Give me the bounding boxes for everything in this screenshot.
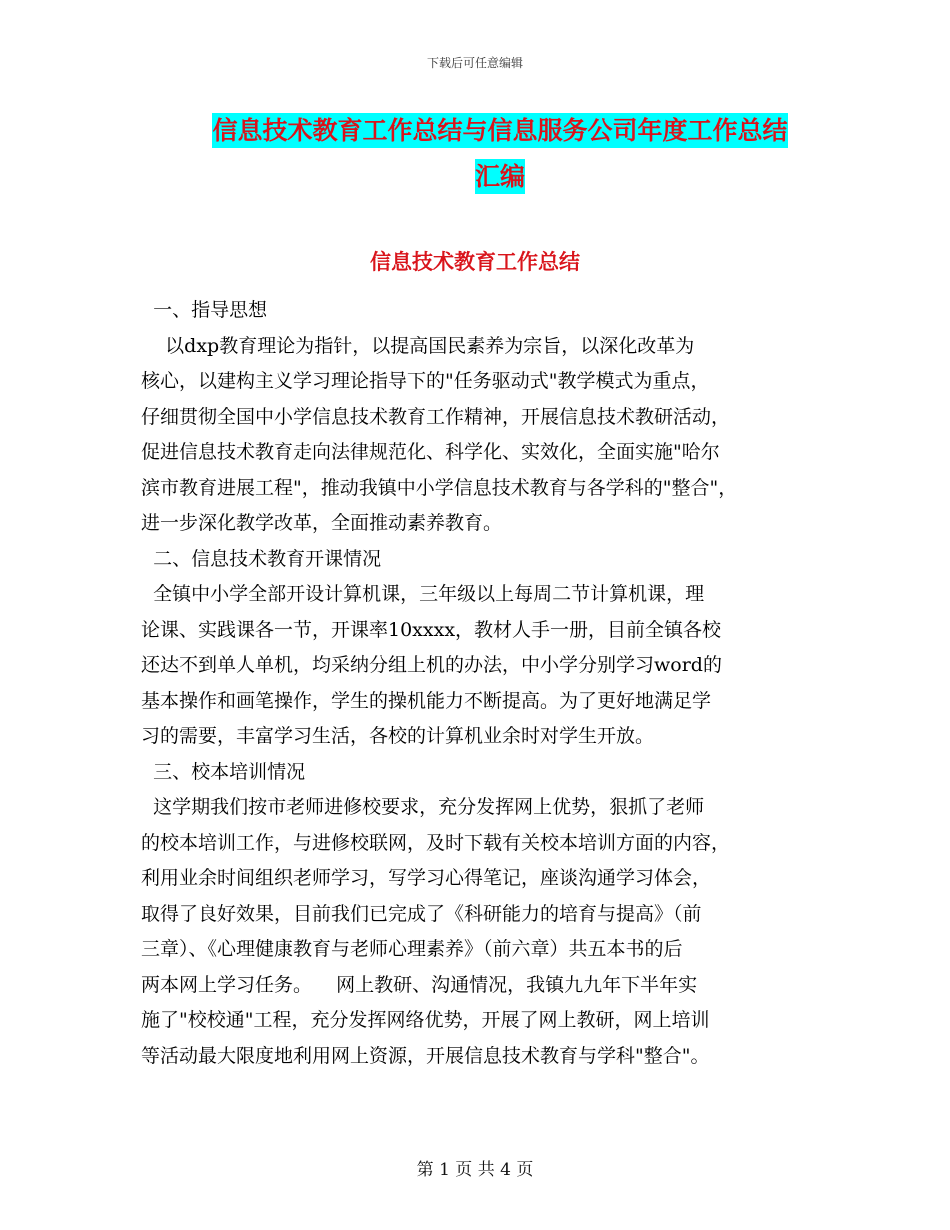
text-line: 以dxp教育理论为指针，以提高国民素养为宗旨，以深化改革为 xyxy=(141,334,695,357)
text-line: 全镇中小学全部开设计算机课，三年级以上每周二节计算机课，理 xyxy=(141,583,705,605)
text-line: 进一步深化教学改革，全面推动素养教育。 xyxy=(141,512,503,534)
section-title: 信息技术教育工作总结 xyxy=(370,250,580,274)
text-line: 滨市教育进展工程"，推动我镇中小学信息技术教育与各学科的"整合"， xyxy=(141,476,738,499)
page-header: 下载后可任意编辑 xyxy=(426,56,523,70)
text-line: 这学期我们按市老师进修校要求，充分发挥网上优势，狠抓了老师 xyxy=(141,796,705,818)
document-title xyxy=(140,108,860,200)
text-line: 三、校本培训情况 xyxy=(141,760,306,783)
text-line: 仔细贯彻全国中小学信息技术教育工作精神，开展信息技术教研活动， xyxy=(141,405,731,428)
text-line: 基本操作和画笔操作，学生的操机能力不断提高。为了更好地满足学 xyxy=(141,689,712,712)
document-title-line-1: 信息技术教育工作总结与信息服务公司年度工作总结 xyxy=(212,113,787,148)
text-line: 的校本培训工作，与进修校联网，及时下载有关校本培训方面的内容， xyxy=(141,831,731,854)
page-footer: 第 1 页 共 4 页 xyxy=(416,1160,534,1180)
text-line: 取得了良好效果，目前我们已完成了《科研能力的培育与提高》（前 xyxy=(141,902,702,925)
document-title-line-2: 汇编 xyxy=(475,159,525,194)
text-line: 还达不到单人单机，均采纳分组上机的办法，中小学分别学习word的 xyxy=(141,654,722,676)
text-line: 二、信息技术教育开课情况 xyxy=(141,547,382,570)
text-line: 两本网上学习任务。 网上教研、沟通情况，我镇九九年下半年实 xyxy=(141,973,698,996)
text-line: 习的需要，丰富学习生活，各校的计算机业余时对学生开放。 xyxy=(141,725,655,747)
text-line: 三章）、《心理健康教育与老师心理素养》（前六章）共五本书的后 xyxy=(141,938,683,960)
text-line: 促进信息技术教育走向法律规范化、科学化、实效化，全面实施"哈尔 xyxy=(141,441,720,463)
text-line: 一、指导思想 xyxy=(141,299,268,321)
text-line: 施了"校校通"工程，充分发挥网络优势，开展了网上教研，网上培训 xyxy=(141,1009,710,1031)
text-line: 等活动最大限度地利用网上资源，开展信息技术教育与学科"整合"。 xyxy=(141,1044,710,1067)
text-line: 论课、实践课各一节，开课率10xxxx，教材人手一册，目前全镇各校 xyxy=(141,618,722,641)
text-line: 核心，以建构主义学习理论指导下的"任务驱动式"教学模式为重点， xyxy=(141,370,710,392)
text-line: 利用业余时间组织老师学习，写学习心得笔记，座谈沟通学习体会， xyxy=(141,867,712,889)
